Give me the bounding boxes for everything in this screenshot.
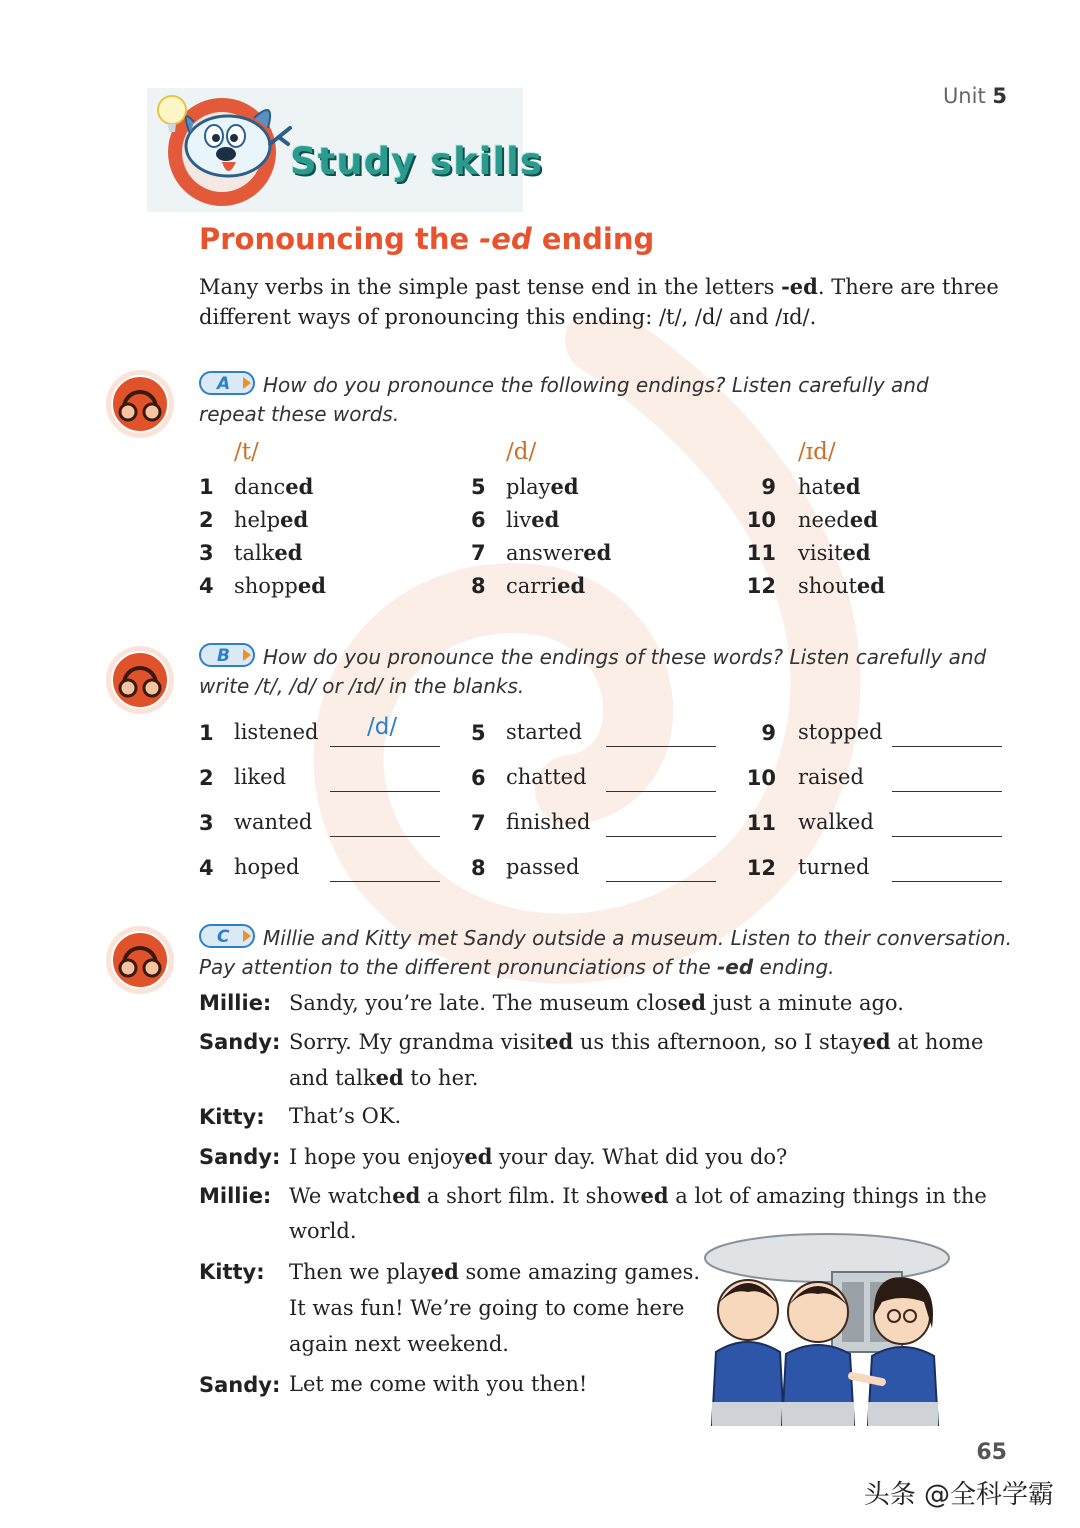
answer-blank[interactable]: [330, 881, 440, 882]
word-ending: ed: [531, 507, 560, 532]
answer-blank[interactable]: [606, 881, 716, 882]
dialogue-line: [289, 1065, 478, 1090]
item-number: 2: [199, 508, 214, 532]
dialogue-text: That’s OK.: [289, 1104, 402, 1128]
section-b-badge: [199, 643, 255, 667]
word-stem: help: [234, 508, 281, 532]
word-item: stopped: [798, 720, 883, 744]
word-ending: ed: [297, 573, 326, 598]
word-stem: shout: [798, 574, 857, 598]
dialogue-line: [289, 1332, 509, 1356]
item-number: 10: [746, 508, 776, 532]
svg-text:B: B: [217, 646, 230, 666]
dialogue-text: Sorry. My grandma visit: [289, 1030, 546, 1054]
intro-paragraph: Many verbs in the simple past tense end in the letters -ed. There are three different ways of pronouncing this ending: /t/, /d/ and /ɪd/.: [199, 274, 999, 329]
item-number: 7: [471, 811, 486, 835]
item-number: 12: [746, 574, 776, 598]
dialogue-text: I hope you enjoy: [289, 1145, 465, 1169]
word-stem: shopp: [234, 574, 298, 598]
dialogue-text: your day. What did you do?: [492, 1145, 788, 1169]
word-item: [506, 474, 579, 499]
item-number: 4: [199, 574, 214, 598]
dialogue-line: [289, 1372, 587, 1396]
dialogue-line: [289, 1219, 357, 1243]
speaker-name: Sandy:: [199, 1145, 281, 1169]
word-stem: danc: [234, 475, 286, 499]
speaker-name: Millie:: [199, 1184, 272, 1208]
item-number: 11: [746, 541, 776, 565]
word-stem: play: [506, 475, 551, 499]
ed-ending: ed: [375, 1065, 404, 1090]
word-ending: ed: [832, 474, 861, 499]
item-number: 8: [471, 856, 486, 880]
word-item: [506, 540, 611, 565]
ed-ending: ed: [677, 990, 706, 1015]
answer-blank[interactable]: [892, 791, 1002, 792]
unit-label: Unit 5: [942, 84, 1007, 108]
dialogue-line: [289, 1183, 987, 1208]
section-c-badge: [199, 924, 255, 948]
section-heading: Pronouncing the -ed ending: [199, 222, 655, 256]
item-number: 1: [199, 475, 214, 499]
section-a-instruction: A How do you pronounce the following endings? Listen carefully and repeat these words.: [199, 373, 929, 426]
ed-ending: ed: [640, 1183, 669, 1208]
item-number: 2: [199, 766, 214, 790]
speaker-name: Kitty:: [199, 1260, 265, 1284]
word-ending: ed: [285, 474, 314, 499]
ed-ending: ed: [430, 1259, 459, 1284]
dialogue-text: Then we play: [289, 1260, 431, 1284]
ed-ending: ed: [545, 1029, 574, 1054]
dog-mascot-icon: [150, 88, 300, 212]
svg-text:A: A: [217, 374, 231, 394]
item-number: 3: [199, 811, 214, 835]
word-stem: hat: [798, 475, 833, 499]
dialogue-text: We watch: [289, 1184, 393, 1208]
dialogue-text: and talk: [289, 1066, 376, 1090]
ed-ending: ed: [392, 1183, 421, 1208]
headphones-icon: [102, 366, 178, 442]
dialogue-line: [289, 1296, 684, 1320]
word-item: [798, 573, 885, 598]
dialogue-text: again next weekend.: [289, 1332, 509, 1356]
dialogue-text: a lot of amazing things in the: [668, 1184, 987, 1208]
section-c-instruction: C Millie and Kitty met Sandy outside a museum. Listen to their conversation. Pay attention to the different pronunciations of the -ed ending.: [199, 926, 1012, 979]
col-head-t: /t/: [234, 439, 259, 465]
word-item: [234, 507, 308, 532]
dialogue-text: us this afternoon, so I stay: [573, 1030, 863, 1054]
word-item: finished: [506, 810, 591, 834]
dialogue-text: It was fun! We’re going to come here: [289, 1296, 685, 1320]
dialogue-line: [289, 1104, 401, 1128]
word-item: [798, 540, 871, 565]
word-item: [798, 507, 878, 532]
word-item: liked: [234, 765, 287, 789]
word-item: [506, 573, 585, 598]
item-number: 1: [199, 721, 214, 745]
item-number: 10: [746, 766, 776, 790]
answer-blank[interactable]: [606, 836, 716, 837]
page-number: 65: [976, 1440, 1007, 1465]
speaker-name: Kitty:: [199, 1105, 265, 1129]
answer-blank[interactable]: [330, 836, 440, 837]
answer-blank[interactable]: [892, 836, 1002, 837]
word-item: [234, 474, 313, 499]
word-stem: liv: [506, 508, 532, 532]
ed-ending: ed: [862, 1029, 891, 1054]
dialogue-line: [289, 990, 904, 1015]
dialogue-text: at home: [890, 1030, 984, 1054]
word-ending: ed: [856, 573, 885, 598]
word-item: [506, 507, 559, 532]
dialogue-line: [289, 1144, 787, 1169]
dialogue-text: a short film. It show: [420, 1184, 641, 1208]
section-b-instruction: B How do you pronounce the endings of these words? Listen carefully and write /t/, /d/ or /ɪd/ in the blanks.: [199, 645, 987, 698]
watermark-text: 头条 @全科学霸: [863, 1480, 1054, 1510]
item-number: 9: [761, 475, 776, 499]
word-item: listened: [234, 720, 319, 744]
answer-blank[interactable]: [606, 791, 716, 792]
students-illustration: [702, 1232, 952, 1426]
word-item: turned: [798, 855, 870, 879]
dialogue-text: to her.: [403, 1066, 479, 1090]
word-stem: answer: [506, 541, 584, 565]
item-number: 8: [471, 574, 486, 598]
word-item: raised: [798, 765, 864, 789]
svg-text:C: C: [217, 927, 230, 947]
answer-blank[interactable]: [892, 881, 1002, 882]
speaker-name: Sandy:: [199, 1373, 281, 1397]
item-number: 3: [199, 541, 214, 565]
item-number: 5: [471, 721, 486, 745]
ed-ending: ed: [464, 1144, 493, 1169]
dialogue-text: world.: [289, 1219, 357, 1243]
item-number: 4: [199, 856, 214, 880]
dialogue-line: [289, 1259, 700, 1284]
col-head-d: /d/: [506, 439, 537, 465]
dialogue-text: just a minute ago.: [705, 991, 904, 1015]
item-number: 12: [746, 856, 776, 880]
word-ending: ed: [550, 474, 579, 499]
answer-text: /d/: [367, 714, 398, 740]
banner-title: Study skills: [290, 140, 543, 183]
word-ending: ed: [274, 540, 303, 565]
answer-blank[interactable]: [892, 746, 1002, 747]
answer-blank[interactable]: [330, 746, 440, 747]
word-ending: ed: [280, 507, 309, 532]
item-number: 11: [746, 811, 776, 835]
answer-blank[interactable]: [606, 746, 716, 747]
word-stem: need: [798, 508, 850, 532]
word-item: hoped: [234, 855, 300, 879]
word-item: passed: [506, 855, 580, 879]
item-number: 6: [471, 766, 486, 790]
word-item: wanted: [234, 810, 313, 834]
word-ending: ed: [849, 507, 878, 532]
word-item: [798, 474, 861, 499]
headphones-icon: [102, 642, 178, 718]
word-stem: talk: [234, 541, 275, 565]
word-item: [234, 540, 302, 565]
word-item: [234, 573, 326, 598]
speaker-name: Sandy:: [199, 1030, 281, 1054]
word-stem: visit: [798, 541, 843, 565]
item-number: 9: [761, 721, 776, 745]
word-ending: ed: [842, 540, 871, 565]
word-ending: ed: [583, 540, 612, 565]
section-a-badge: [199, 371, 255, 395]
item-number: 7: [471, 541, 486, 565]
word-ending: ed: [557, 573, 586, 598]
word-item: started: [506, 720, 583, 744]
answer-blank[interactable]: [330, 791, 440, 792]
item-number: 6: [471, 508, 486, 532]
col-head-id: /ɪd/: [798, 439, 836, 465]
word-item: chatted: [506, 765, 587, 789]
dialogue-line: [289, 1029, 983, 1054]
dialogue-text: some amazing games.: [458, 1260, 701, 1284]
headphones-icon: [102, 922, 178, 998]
speaker-name: Millie:: [199, 991, 272, 1015]
item-number: 5: [471, 475, 486, 499]
dialogue-text: Sandy, you’re late. The museum clos: [289, 991, 678, 1015]
word-item: walked: [798, 810, 874, 834]
word-stem: carri: [506, 574, 558, 598]
dialogue-text: Let me come with you then!: [289, 1372, 588, 1396]
